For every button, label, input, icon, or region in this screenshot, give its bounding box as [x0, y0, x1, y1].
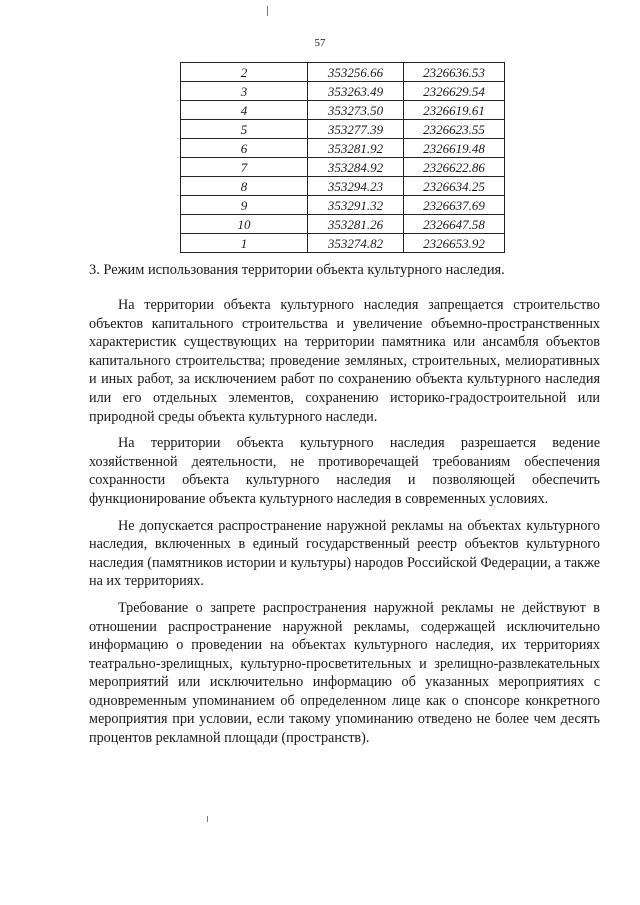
paragraph-advertising-exception: Требование о запрете распространения наружной рекламы не действуют в отношении распространение наружной рекламы, содержащей исключительно информацию о проведении на объектах культурного наследия, их территориях театрально-зрелищных, культурно-просветительных и зрелищно-развлекательных мероприятий или исключительно информацию об указанных мероприятиях с одновременным упоминанием об определенном лице как о спонсоре конкретного мероприятия при условии, если такому упоминанию отведено не более чем десять процентов рекламной площади (пространств).: [89, 599, 600, 747]
y-coordinate-cell: 2326619.48: [403, 139, 504, 158]
y-coordinate-cell: 2326629.54: [403, 82, 504, 101]
y-coordinate-cell: 2326647.58: [403, 215, 504, 234]
table-row: [181, 215, 505, 234]
point-number-cell: 2: [181, 63, 308, 82]
point-number-cell: 5: [181, 120, 308, 139]
table-row: [181, 177, 505, 196]
table-row: [181, 101, 505, 120]
table-row: [181, 139, 505, 158]
point-number-cell: 9: [181, 196, 308, 215]
x-coordinate-cell: 353274.82: [308, 234, 404, 253]
x-coordinate-cell: 353273.50: [308, 101, 404, 120]
point-number-cell: 8: [181, 177, 308, 196]
x-coordinate-cell: 353256.66: [308, 63, 404, 82]
page-number: 57: [314, 37, 326, 49]
scan-mark-bottom: [207, 816, 208, 822]
y-coordinate-cell: 2326653.92: [403, 234, 504, 253]
y-coordinate-cell: 2326623.55: [403, 120, 504, 139]
paragraph-permissions: На территории объекта культурного наследия разрешается ведение хозяйственной деятельности, не противоречащей требованиям обеспечения сохранности объекта культурного наследия и позволяющей обеспечить функционирование объекта культурного наследия в современных условиях.: [89, 435, 600, 507]
x-coordinate-cell: 353291.32: [308, 196, 404, 215]
y-coordinate-cell: 2326634.25: [403, 177, 504, 196]
paragraph-prohibitions: На территории объекта культурного наследия запрещается строительство объектов капитального строительства и увеличение объемно-пространственных характеристик существующих на территории памятника или ансамбля объектов капитального строительства; проведение земляных, строительных, мелиоративных и иных работ, за исключением работ по сохранению объекта культурного наследия или его отдельных элементов, сохранению историко-градостроительной или природной среды объекта культурного наследи.: [89, 297, 600, 425]
table-row: [181, 196, 505, 215]
x-coordinate-cell: 353277.39: [308, 120, 404, 139]
point-number-cell: 4: [181, 101, 308, 120]
x-coordinate-cell: 353263.49: [308, 82, 404, 101]
x-coordinate-cell: 353294.23: [308, 177, 404, 196]
y-coordinate-cell: 2326622.86: [403, 158, 504, 177]
point-number-cell: 1: [181, 234, 308, 253]
point-number-cell: 3: [181, 82, 308, 101]
table-row: [181, 120, 505, 139]
x-coordinate-cell: 353281.92: [308, 139, 404, 158]
table-row: [181, 158, 505, 177]
section-heading: 3. Режим использования территории объекта культурного наследия.: [89, 262, 505, 278]
body-text: [89, 296, 600, 748]
x-coordinate-cell: 353284.92: [308, 158, 404, 177]
point-number-cell: 6: [181, 139, 308, 158]
y-coordinate-cell: 2326637.69: [403, 196, 504, 215]
table-row: [181, 63, 505, 82]
y-coordinate-cell: 2326636.53: [403, 63, 504, 82]
point-number-cell: 7: [181, 158, 308, 177]
coordinates-table: [180, 62, 505, 253]
paragraph-advertising-ban: Не допускается распространение наружной рекламы на объектах культурного наследия, включенных в единый государственный реестр объектов культурного наследия (памятников истории и культуры) народов Российской Федерации, а также на их территориях.: [89, 517, 600, 590]
scan-mark-top: [267, 6, 268, 16]
table-row: [181, 82, 505, 101]
table-row: [181, 234, 505, 253]
x-coordinate-cell: 353281.26: [308, 215, 404, 234]
point-number-cell: 10: [181, 215, 308, 234]
y-coordinate-cell: 2326619.61: [403, 101, 504, 120]
